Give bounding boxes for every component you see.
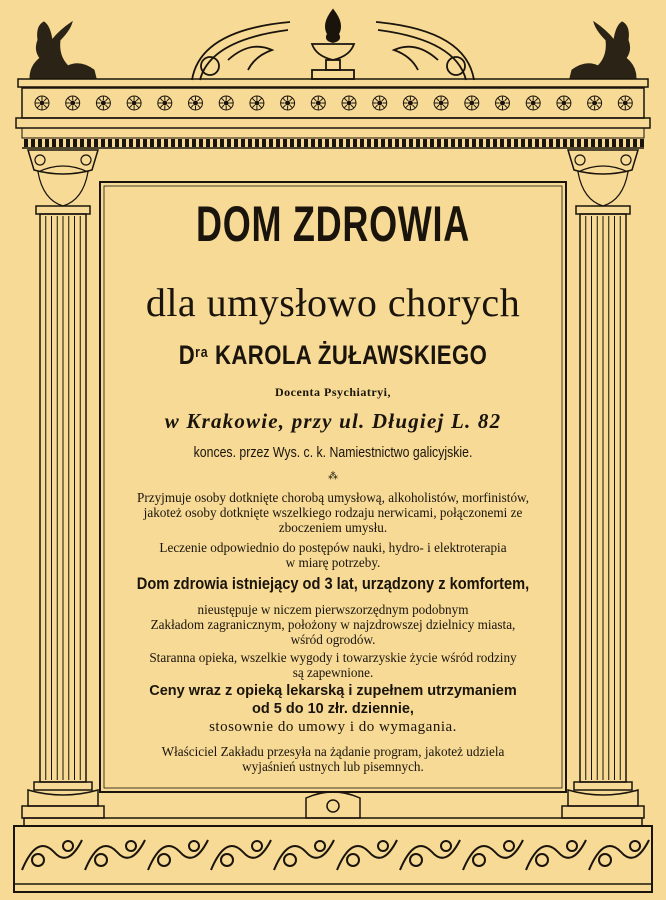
academic-rank: Docenta Psychiatryi, bbox=[275, 385, 391, 399]
location-line: nieustępuje w niczem pierwszorzędnym podobnym bbox=[197, 602, 469, 617]
subtitle: dla umysłowo chorych bbox=[145, 280, 521, 325]
program-paragraph bbox=[100, 744, 566, 774]
care-line: są zapewnione. bbox=[292, 665, 374, 680]
terms-line: stosownie do umowy i do wymagania. bbox=[209, 719, 457, 735]
care-paragraph bbox=[100, 650, 566, 680]
admission-line: Przyjmuje osoby dotknięte chorobą umysłową, alkoholistów, morfinistów, bbox=[136, 490, 530, 505]
treatment-paragraph bbox=[100, 540, 566, 570]
comfort-headline: Dom zdrowia istniejący od 3 lat, urządzony z komfortem, bbox=[136, 574, 530, 593]
price-line: od 5 do 10 złr. dziennie, bbox=[252, 701, 414, 717]
address: w Krakowie, przy ul. Długiej L. 82 bbox=[164, 409, 502, 433]
owner-name bbox=[142, 340, 524, 370]
location-line: wśród ogrodów. bbox=[290, 632, 376, 647]
license-note: konces. przez Wys. c. k. Namiestnictwo galicyjskie. bbox=[193, 444, 473, 461]
price-line: Ceny wraz z opieką lekarską i zupełnem utrzymaniem bbox=[149, 683, 517, 699]
owner-prefix: D bbox=[178, 340, 196, 370]
treatment-line: w miarę potrzeby. bbox=[285, 555, 381, 570]
location-paragraph bbox=[100, 602, 566, 647]
program-line: Właściciel Zakładu przesyła na żądanie program, jakoteż udziela bbox=[161, 744, 505, 759]
page-title: DOM ZDROWIA bbox=[196, 196, 470, 252]
owner-prefix-sup: ra bbox=[195, 344, 209, 361]
treatment-line: Leczenie odpowiednio do postępów nauki, hydro- i elektroterapia bbox=[159, 540, 507, 555]
divider-ornament: ⁂ bbox=[328, 471, 338, 482]
owner-surname: KAROLA ŻUŁAWSKIEGO bbox=[214, 340, 488, 370]
admission-line: zboczeniem umysłu. bbox=[278, 520, 388, 535]
price-block bbox=[100, 682, 566, 718]
location-line: Zakładom zagranicznym, położony w najzdrowszej dzielnicy miasta, bbox=[150, 617, 516, 632]
program-line: wyjaśnień ustnych lub pisemnych. bbox=[242, 759, 424, 774]
care-line: Staranna opieka, wszelkie wygody i towarzyskie życie wśród rodziny bbox=[149, 650, 517, 665]
admission-line: jakoteż osoby dotknięte wszelkiego rodzaju nerwicami, połączonemi ze bbox=[143, 505, 523, 520]
admission-paragraph bbox=[100, 490, 566, 535]
